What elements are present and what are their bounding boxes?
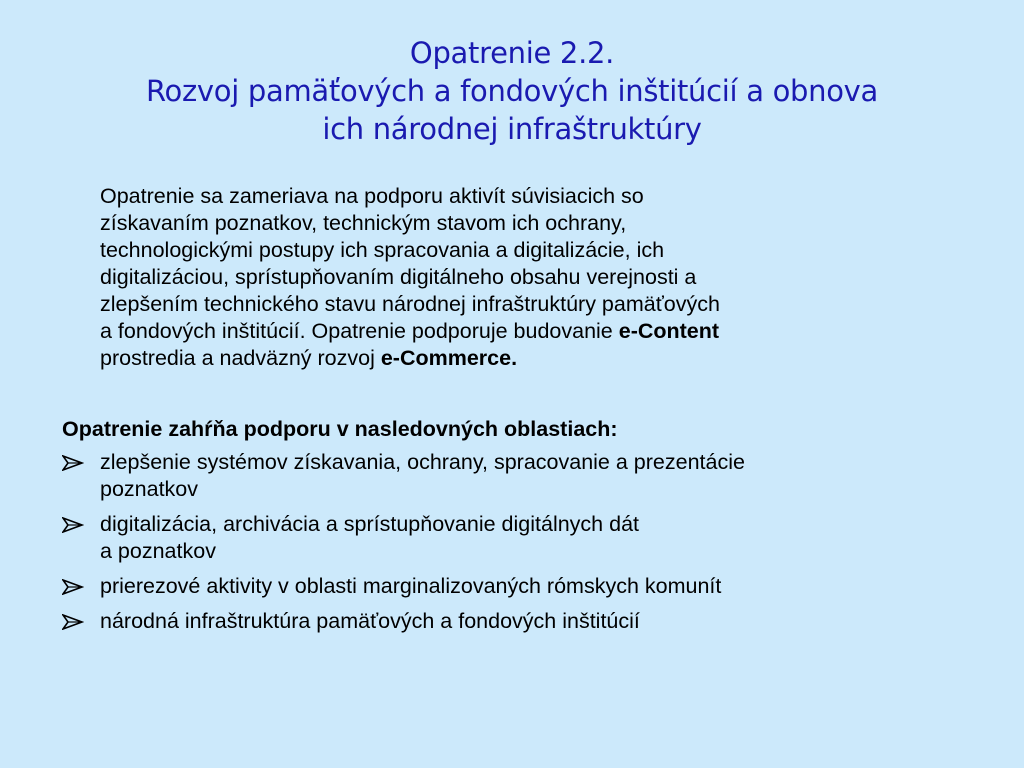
list-item-line: prierezové aktivity v oblasti marginalizovaných rómskych komunít (100, 574, 722, 598)
intro-line-text: prostredia a nadväzný rozvoj (100, 346, 381, 370)
list-item (62, 573, 982, 600)
title-line-3: ich národnej infraštruktúry (322, 112, 702, 146)
intro-line: Opatrenie sa zameriava na podporu aktivít súvisiacich so (100, 184, 644, 208)
arrow-head-bullet-icon (62, 517, 84, 533)
intro-line-text: a fondových inštitúcií. Opatrenie podporuje budovanie (100, 319, 619, 343)
list-item-line: národná infraštruktúra pamäťových a fondových inštitúcií (100, 609, 640, 633)
e-commerce-term: e-Commerce. (380, 346, 518, 370)
intro-line: digitalizáciou, sprístupňovaním digitálneho obsahu verejnosti a (100, 265, 697, 289)
list-item (62, 608, 982, 635)
intro-line (100, 318, 980, 345)
intro-line: získavaním poznatkov, technickým stavom ich ochrany, (100, 211, 627, 235)
intro-line: zlepšením technického stavu národnej infraštruktúry pamäťových (100, 292, 720, 316)
list-item-line: zlepšenie systémov získavania, ochrany, spracovanie a prezentácie (100, 450, 745, 474)
intro-paragraph (100, 183, 980, 372)
arrow-head-bullet-icon (62, 579, 84, 595)
list-item-line: a poznatkov (100, 539, 216, 563)
title-line-2: Rozvoj pamäťových a fondových inštitúcií a obnova (145, 74, 878, 108)
areas-heading: Opatrenie zahŕňa podporu v nasledovných oblastiach: (62, 417, 618, 441)
intro-line: technologickými postupy ich spracovania a digitalizácie, ich (100, 238, 665, 262)
arrow-head-bullet-icon (62, 614, 84, 630)
list-item (62, 511, 982, 565)
slide-title (40, 34, 984, 148)
list-item-line: poznatkov (100, 477, 199, 501)
list-item-line: digitalizácia, archivácia a sprístupňovanie digitálnych dát (100, 512, 640, 536)
e-content-term: e-Content (618, 319, 720, 343)
intro-line (100, 345, 980, 372)
title-line-1: Opatrenie 2.2. (409, 36, 615, 70)
areas-list (62, 449, 982, 643)
arrow-head-bullet-icon (62, 455, 84, 471)
list-item (62, 449, 982, 503)
